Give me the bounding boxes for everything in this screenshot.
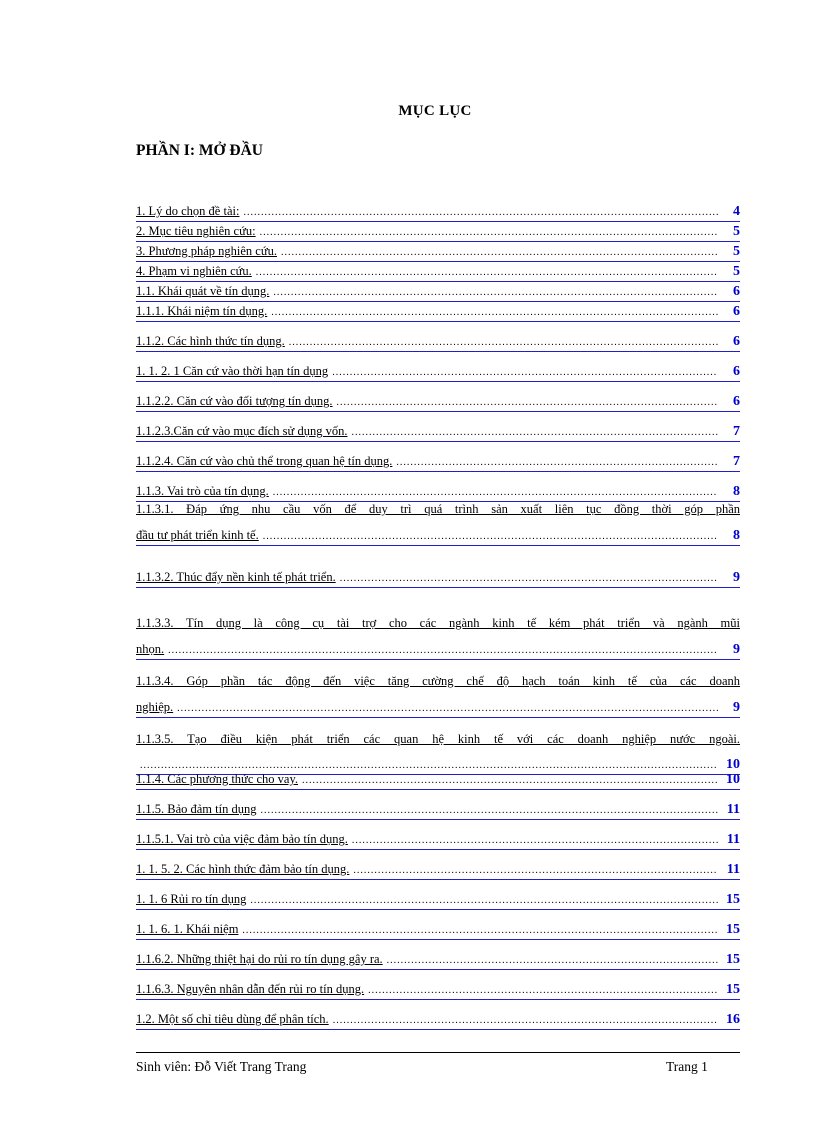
toc-entry-text: 3. Phương pháp nghiên cứu. bbox=[136, 244, 277, 258]
toc-entry-text: 1.1.2. Các hình thức tín dụng. bbox=[136, 334, 285, 348]
toc-leader-dots bbox=[263, 529, 718, 545]
toc-entry-text: đầu tư phát triển kinh tế. bbox=[136, 528, 259, 542]
toc-entry-text: 2. Mục tiêu nghiên cứu: bbox=[136, 224, 256, 238]
toc-entry-text: 1.1.4. Các phương thức cho vay. bbox=[136, 772, 299, 786]
toc-entry-text: 1.1.2.2. Căn cứ vào đối tượng tín dụng. bbox=[136, 394, 333, 408]
toc-page-number: 8 bbox=[733, 484, 740, 499]
toc-page-number: 10 bbox=[726, 772, 740, 787]
toc-leader-dots bbox=[242, 923, 718, 939]
toc-entry[interactable] bbox=[136, 861, 740, 877]
toc-page-number: 10 bbox=[726, 757, 740, 772]
toc-entry-text: 1. 1. 2. 1 Căn cứ vào thời hạn tín dụng bbox=[136, 364, 329, 378]
toc-entry-text: 1.1. Khái quát về tín dụng. bbox=[136, 284, 270, 298]
toc-leader-dots bbox=[289, 335, 718, 351]
toc-leader-dots bbox=[273, 485, 718, 501]
toc-page-number: 11 bbox=[726, 802, 740, 817]
toc-entry[interactable] bbox=[136, 203, 740, 219]
toc-entry-text-line1: 1.1.3.1. Đáp ứng nhu cầu vốn để duy trì quá trình sản xuất liên tục đồng thời góp phần bbox=[136, 502, 740, 516]
toc-entry[interactable] bbox=[136, 483, 740, 499]
toc-page-number: 6 bbox=[733, 394, 740, 409]
toc-entry-text: 1.1.1. Khái niệm tín dụng. bbox=[136, 304, 268, 318]
toc-entry[interactable] bbox=[136, 303, 740, 319]
toc-entry[interactable] bbox=[136, 569, 740, 585]
toc-leader-dots bbox=[333, 1013, 718, 1029]
toc-entry-text: 1.1.6.2. Những thiệt hại do rủi ro tín dụng gây ra. bbox=[136, 952, 383, 966]
toc-entry[interactable] bbox=[136, 981, 740, 997]
toc-entry[interactable] bbox=[136, 615, 740, 659]
toc-leader-dots bbox=[368, 983, 718, 999]
toc-page-number: 6 bbox=[733, 284, 740, 299]
toc-page-number: 7 bbox=[733, 454, 740, 469]
toc-leader-dots bbox=[243, 205, 718, 221]
toc-entry-text: 1.1.3. Vai trò của tín dụng. bbox=[136, 484, 269, 498]
toc-leader-dots bbox=[281, 245, 718, 261]
toc-entry[interactable] bbox=[136, 243, 740, 259]
toc-entry[interactable] bbox=[136, 921, 740, 937]
toc-entry[interactable] bbox=[136, 771, 740, 787]
toc-page-number: 11 bbox=[726, 862, 740, 877]
toc-entry[interactable] bbox=[136, 363, 740, 379]
toc-page-number: 9 bbox=[733, 570, 740, 585]
toc-entry-text: 1.1.6.3. Nguyên nhân dẫn đến rủi ro tín dụng. bbox=[136, 982, 365, 996]
toc-leader-dots bbox=[250, 893, 718, 909]
toc-entry-text: 1. 1. 5. 2. Các hình thức đảm bảo tín dụng. bbox=[136, 862, 350, 876]
toc-leader-dots bbox=[168, 643, 718, 659]
part-heading: PHẦN I: MỞ ĐẦU bbox=[136, 142, 263, 159]
toc-entry[interactable] bbox=[136, 423, 740, 439]
toc-entry[interactable] bbox=[136, 393, 740, 409]
toc-entry-text: nhọn. bbox=[136, 642, 165, 656]
toc-title: MỤC LỤC bbox=[398, 103, 472, 119]
toc-leader-dots bbox=[332, 365, 718, 381]
toc-page-number: 15 bbox=[726, 922, 740, 937]
toc-page-number: 6 bbox=[733, 364, 740, 379]
toc-page-number: 5 bbox=[733, 224, 740, 239]
footer-divider bbox=[136, 1052, 740, 1053]
toc-leader-dots bbox=[260, 803, 718, 819]
toc-leader-dots bbox=[353, 863, 718, 879]
toc-entry[interactable] bbox=[136, 801, 740, 817]
toc-page-number: 16 bbox=[726, 1012, 740, 1027]
toc-leader-dots bbox=[302, 773, 718, 789]
toc-entry[interactable] bbox=[136, 1011, 740, 1027]
toc-page-number: 8 bbox=[733, 528, 740, 543]
toc-entry-text: 1. Lý do chọn đề tài: bbox=[136, 204, 240, 218]
toc-page-number: 15 bbox=[726, 892, 740, 907]
toc-entry-text: 1.1.2.4. Căn cứ vào chủ thể trong quan hệ tín dụng. bbox=[136, 454, 393, 468]
toc-leader-dots bbox=[351, 425, 718, 441]
toc-entry[interactable] bbox=[136, 453, 740, 469]
toc-page-number: 15 bbox=[726, 952, 740, 967]
toc-entry[interactable] bbox=[136, 283, 740, 299]
footer-page-number: Trang 1 bbox=[666, 1059, 708, 1074]
toc-leader-dots bbox=[260, 225, 718, 241]
toc-page-number: 9 bbox=[733, 642, 740, 657]
toc-entry-text: nghiệp. bbox=[136, 700, 174, 714]
toc-leader-dots bbox=[271, 305, 718, 321]
toc-leader-dots bbox=[340, 571, 718, 587]
toc-leader-dots bbox=[396, 455, 718, 471]
toc-entry-text: 1.1.5.1. Vai trò của việc đảm bảo tín dụng. bbox=[136, 832, 348, 846]
toc-entry-text-line1: 1.1.3.3. Tín dụng là công cụ tài trợ cho các ngành kinh tế kém phát triển và ngành mũi bbox=[136, 616, 740, 630]
toc-entry[interactable] bbox=[136, 951, 740, 967]
toc-leader-dots bbox=[256, 265, 718, 281]
toc-page-number: 5 bbox=[733, 244, 740, 259]
toc-entry-text: 4. Phạm vi nghiên cứu. bbox=[136, 264, 252, 278]
toc-entry[interactable] bbox=[136, 263, 740, 279]
toc-entry[interactable] bbox=[136, 731, 740, 775]
toc-entry[interactable] bbox=[136, 333, 740, 349]
toc-page-number: 9 bbox=[733, 700, 740, 715]
toc-entry-text: 1. 1. 6 Rủi ro tín dụng bbox=[136, 892, 247, 906]
toc-leader-dots bbox=[387, 953, 718, 969]
toc-entry-text-line1: 1.1.3.4. Góp phần tác động đến việc tăng cường chế độ hạch toán kinh tế của các doanh bbox=[136, 674, 740, 688]
toc-page-number: 15 bbox=[726, 982, 740, 997]
toc-entry[interactable] bbox=[136, 831, 740, 847]
toc-entry-text: 1.1.2.3.Căn cứ vào mục đích sử dụng vốn. bbox=[136, 424, 348, 438]
toc-leader-dots bbox=[177, 701, 718, 717]
toc-entry-text: 1. 1. 6. 1. Khái niệm bbox=[136, 922, 239, 936]
toc-entry[interactable] bbox=[136, 891, 740, 907]
toc-entry-text: 1.1.3.2. Thúc đẩy nền kinh tế phát triển. bbox=[136, 570, 336, 584]
toc-leader-dots bbox=[273, 285, 718, 301]
toc-entry[interactable] bbox=[136, 673, 740, 717]
toc-entry-text-line1: 1.1.3.5. Tạo điều kiện phát triển các quan hệ kinh tế với các doanh nghiệp nước ngoài. bbox=[136, 732, 740, 746]
toc-leader-dots bbox=[337, 395, 718, 411]
toc-leader-dots bbox=[352, 833, 718, 849]
toc-page-number: 6 bbox=[733, 304, 740, 319]
toc-page-number: 6 bbox=[733, 334, 740, 349]
toc-entry-text: 1.2. Một số chỉ tiêu dùng để phân tích. bbox=[136, 1012, 329, 1026]
toc-entry-text: 1.1.5. Bảo đảm tín dụng bbox=[136, 802, 257, 816]
toc-page-number: 11 bbox=[726, 832, 740, 847]
toc-page-number: 7 bbox=[733, 424, 740, 439]
footer-student: Sinh viên: Đỗ Viết Trang Trang bbox=[136, 1059, 307, 1074]
toc-entry[interactable] bbox=[136, 223, 740, 239]
toc-page-number: 4 bbox=[733, 204, 740, 219]
toc-entry[interactable] bbox=[136, 501, 740, 545]
toc-page-number: 5 bbox=[733, 264, 740, 279]
